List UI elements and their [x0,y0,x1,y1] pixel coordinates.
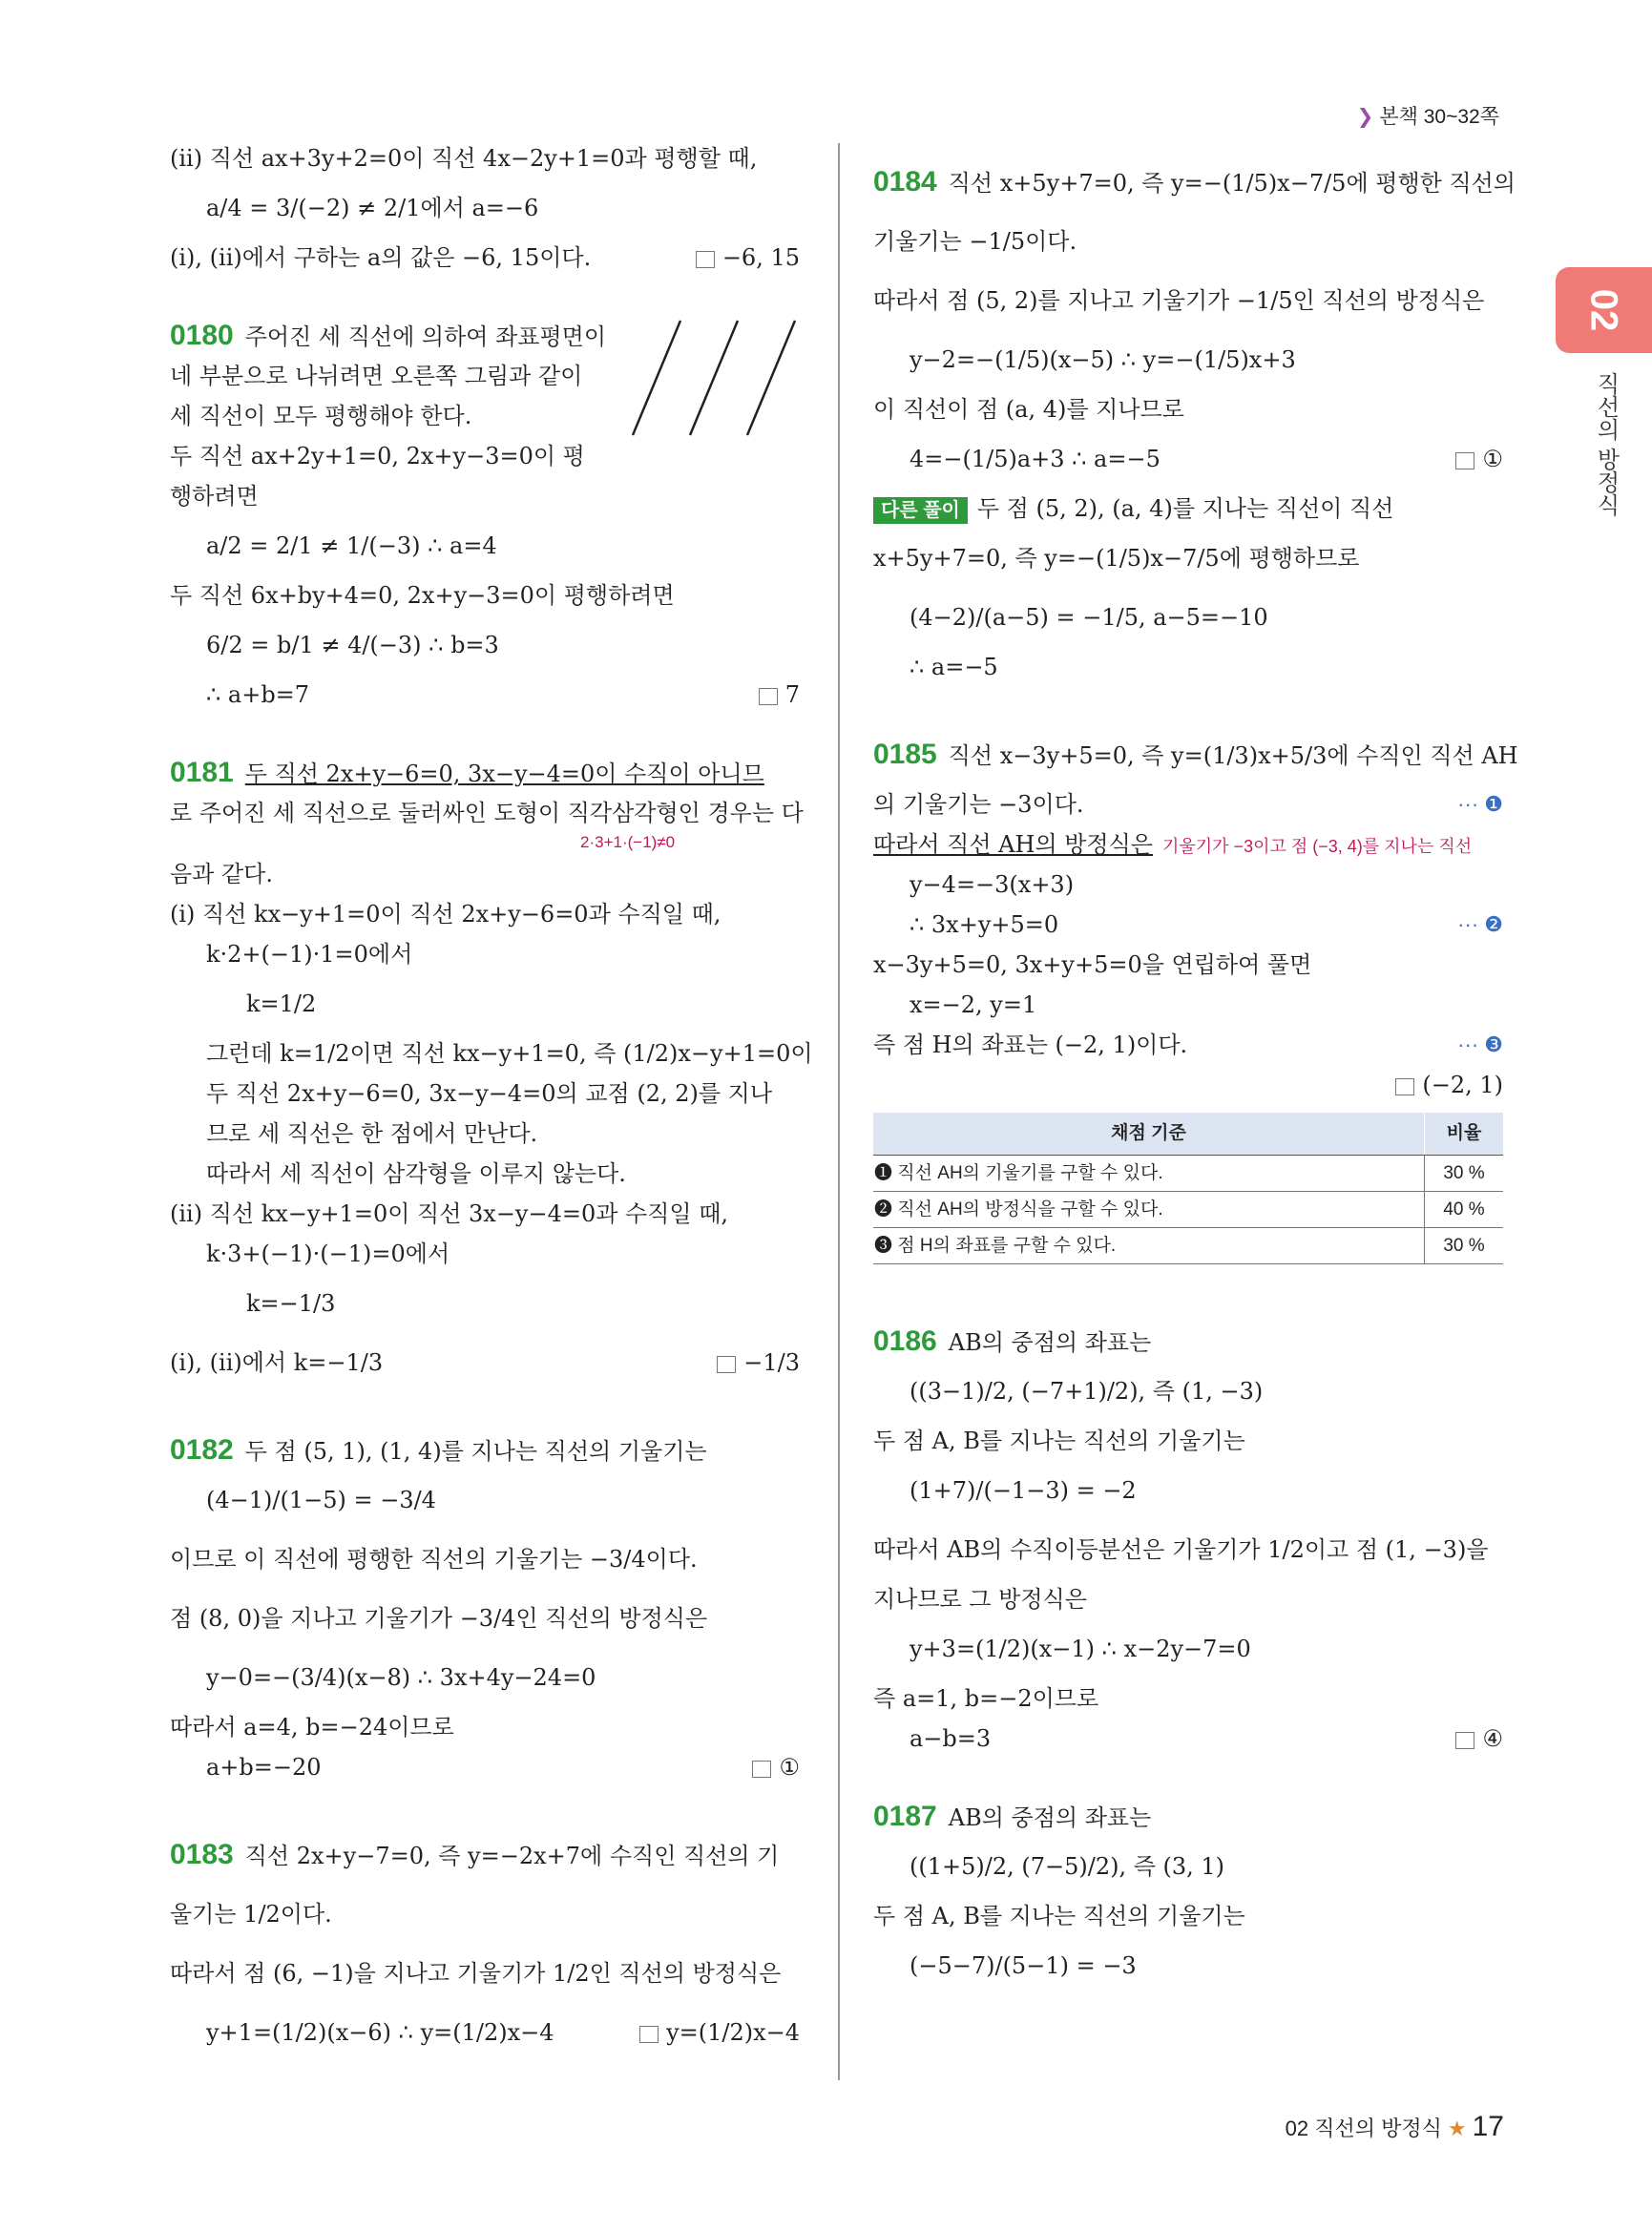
solution-0185: 0185 직선 x−3y+5=0, 즉 y=(1/3)x+5/3에 수직인 직선 AH 의 기울기는 −3이다. ··· ❶ 따라서 직선 AH의 방정식은 기울기가 −3이고 점 (−3, 4)를 지나는 직선 y−4=−3(x+3) ∴ 3x+y+5=0 ··· ❷ x−3y+5=0, 3x+y+5=0을 연립하여 풀면 x=−2, y=1 즉 점 H의 좌표는 (−2, 1)이다. ··· ❸ (−2, 1) 채점 기준 비율 ❶ 직선 AH의 기울기를 구할 수 있다. 30 % ❷ 직선 AH의 방정식을 구할 수 있다. 40 % ❸ 점 H의 좌표를 구할 수 있다. 30 % [873,725,1503,1264]
problem-number: 0187 [873,1801,937,1832]
solution-0186: 0186 AB의 중점의 좌표는 ((3−1)/2, (−7+1)/2), 즉 (1, −3) 두 점 A, B를 지나는 직선의 기울기는 (1+7)/(−1−3) = −2 따라서 AB의 수직이등분선은 기울기가 1/2이고 점 (1, −3)을 지나므로 그 방정식은 y+3=(1/2)(x−1) ∴ x−2y−7=0 즉 a=1, b=−2이므로 a−b=3 ④ [873,1322,1503,1759]
answer: y=(1/2)x−4 [639,2003,800,2062]
problem-number: 0184 [873,166,937,198]
answer-icon [752,1761,771,1778]
solution-0183: 0183 직선 2x+y−7=0, 즉 y=−2x+7에 수직인 직선의 기 울기는 1/2이다. 따라서 점 (6, −1)을 지나고 기울기가 1/2인 직선의 방정식은 y+1=(1/2)(x−6) ∴ y=(1/2)x−4 y=(1/2)x−4 [170,1825,800,2062]
problem-number: 0180 [170,320,234,351]
alternative-solution-badge: 다른 풀이 [873,497,968,524]
chapter-tab: 02 [1556,267,1652,353]
answer-icon [696,251,715,268]
problem-number: 0185 [873,739,937,770]
answer-icon [1395,1078,1414,1095]
answer-icon [1455,1732,1474,1749]
grading-table [873,1113,1503,1264]
answer: 7 [759,675,800,715]
page-reference: ❯ 본책 30~32쪽 [1356,106,1499,128]
solution-0180: 0180 주어진 세 직선에 의하여 좌표평면이 네 부분으로 나뉘려면 오른쪽 그림과 같이 세 직선이 모두 평행해야 한다. 두 직선 ax+2y+1=0, 2x+y−3=0이 평 행하려면 a/2 = 2/1 ≠ 1/(−3) ∴ a=4 두 직선 6x+by+4=0, 2x+y−3=0이 평행하려면 6/2 = b/1 ≠ 4/(−3) ∴ b=3 ∴ a+b=7 7 [170,316,800,715]
answer: −1/3 [717,1333,800,1392]
problem-number: 0182 [170,1434,234,1466]
annotation: 2·3+1·(−1)≠0 [580,833,676,851]
parallel-lines-figure [628,316,800,440]
solution-0187: 0187 AB의 중점의 좌표는 ((1+5)/2, (7−5)/2), 즉 (3, 1) 두 점 A, B를 지나는 직선의 기울기는 (−5−7)/(5−1) = −3 [873,1801,1245,1979]
table-row: ❸ 점 H의 좌표를 구할 수 있다. 30 % [873,1228,1503,1264]
problem-number: 0181 [170,757,234,788]
left-column [170,138,813,2062]
table-header: 비율 [1425,1113,1504,1156]
star-icon: ★ [1447,2116,1467,2140]
solution-0184: 0184 직선 x+5y+7=0, 즉 y=−(1/5)x−7/5에 평행한 직선의 기울기는 −1/5이다. 따라서 점 (5, 2)를 지나고 기울기가 −1/5인 직선의 방정식은 y−2=−(1/5)(x−5) ∴ y=−(1/5)x+3 이 직선이 점 (a, 4)를 지나므로 4=−(1/5)a+3 ∴ a=−5 ① 다른 풀이 두 점 (5, 2), (a, 4)를 지나는 직선이 직선 x+5y+7=0, 즉 y=−(1/5)x−7/5에 평행하므로 (4−2)/(a−5) = −1/5, a−5=−10 ∴ a=−5 [873,166,1516,680]
step-marker: ··· ❸ [1457,1032,1503,1056]
step-marker: ··· ❶ [1457,792,1503,816]
answer: −6, 15 [696,238,800,278]
table-row: ❶ 직선 AH의 기울기를 구할 수 있다. 30 % [873,1156,1503,1192]
problem-number: 0186 [873,1325,937,1357]
chapter-title: 직선의 방정식 [1593,372,1619,516]
solution-0182: 0182 두 점 (5, 1), (1, 4)를 지나는 직선의 기울기는 (4−1)/(1−5) = −3/4 이므로 이 직선에 평행한 직선의 기울기는 −3/4이다. 점 (8, 0)을 지나고 기울기가 −3/4인 직선의 방정식은 y−0=−(3/4)(x−8) ∴ 3x+4y−24=0 따라서 a=4, b=−24이므로 a+b=−20 ① [170,1430,800,1787]
table-row: ❷ 직선 AH의 방정식을 구할 수 있다. 40 % [873,1192,1503,1228]
answer-icon [639,2026,659,2043]
step-marker: ··· ❷ [1457,912,1503,936]
answer: ① [1455,429,1503,489]
answer: ④ [1455,1719,1503,1759]
answer: (−2, 1) [1395,1065,1503,1105]
answer-icon [759,688,778,705]
page-footer: 02 직선의 방정식 ★ 17 [1285,2111,1504,2142]
chevron-right-icon: ❯ [1356,106,1374,128]
answer-icon [717,1356,736,1373]
problem-number: 0183 [170,1839,234,1870]
answer-icon [1455,452,1474,469]
column-divider [838,143,840,2080]
right-column [873,153,1518,1995]
solution-0181: 0181 두 직선 2x+y−6=0, 3x−y−4=0이 수직이 아니므 로 주어진 세 직선으로 둘러싸인 도형이 직각삼각형인 경우는 다 2·3+1·(−1)≠0 음과 같다. (i) 직선 kx−y+1=0이 직선 2x+y−6=0과 수직일 때, k·2+(−1)·1=0에서 k=1/2 그런데 k=1/2이면 직선 kx−y+1=0, 즉 (1/2)x−y+1=0이 두 직선 2x+y−6=0, 3x−y−4=0의 교점 (2, 2)를 지나 므로 세 직선은 한 점에서 만난다. 따라서 세 직선이 삼각형을 이루지 않는다. (ii) 직선 kx−y+1=0이 직선 3x−y−4=0과 수직일 때, k·3+(−1)·(−1)=0에서 k=−1/3 (i), (ii)에서 k=−1/3 −1/3 [170,753,800,1392]
answer: ① [752,1747,800,1787]
page-number: 17 [1472,2111,1504,2142]
annotation: 기울기가 −3이고 점 (−3, 4)를 지나는 직선 [1162,837,1473,856]
table-header: 채점 기준 [873,1113,1425,1156]
solution-continued: (ii) 직선 ax+3y+2=0이 직선 4x−2y+1=0과 평행할 때, a/4 = 3/(−2) ≠ 2/1에서 a=−6 (i), (ii)에서 구하는 a의 값은 −6, 15이다. −6, 15 [170,138,800,278]
